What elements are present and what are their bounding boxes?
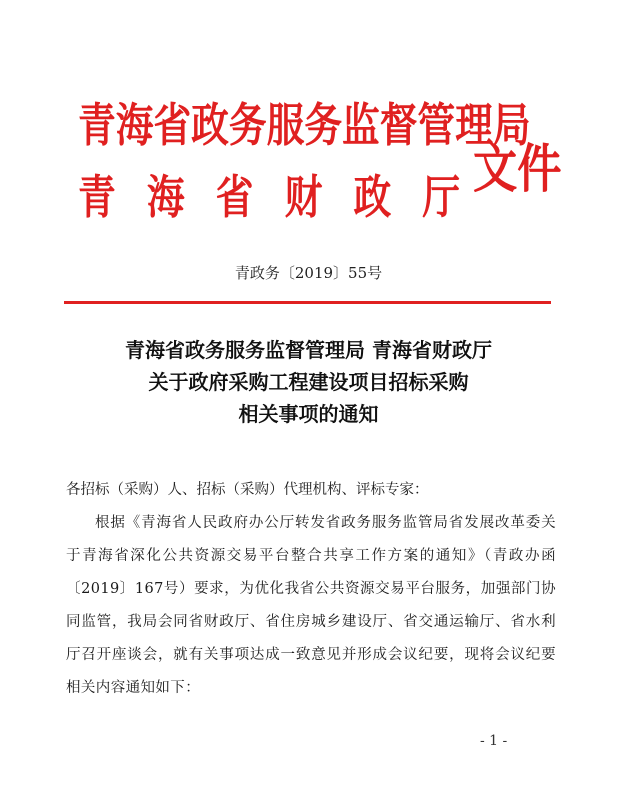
masthead-suffix: 文件 [473, 140, 562, 200]
document-title [0, 334, 617, 430]
title-line-2: 关于政府采购工程建设项目招标采购 [148, 370, 469, 394]
masthead-org-line1: 青海省政务服务监督管理局 [78, 98, 531, 152]
document-body [66, 474, 556, 705]
body-paragraph: 根据《青海省人民政府办公厅转发省政务服务监管局省发展改革委关于青海省深化公共资源交易平台整合共享工作方案的通知》（青政办函〔2019〕167号）要求，为优化我省公共资源交易平台服务，加强部门协同监管，我局会同省财政厅、省住房城乡建设厅、省交通运输厅、省水利厅召开座谈会，就有关事项达成一致意见并形成会议纪要，现将会议纪要相关内容通知如下： [66, 515, 556, 696]
title-line-3: 相关事项的通知 [238, 402, 379, 426]
red-masthead [78, 95, 578, 245]
salutation: 各招标（采购）人、招标（采购）代理机构、评标专家： [66, 482, 429, 498]
masthead-org-line2: 青海省财政厅 [78, 170, 492, 224]
title-line-1: 青海省政务服务监督管理局 青海省财政厅 [125, 338, 492, 362]
page-number: - 1 - [480, 733, 508, 749]
document-number: 青政务〔2019〕55号 [234, 264, 383, 282]
red-separator-line [64, 301, 551, 304]
